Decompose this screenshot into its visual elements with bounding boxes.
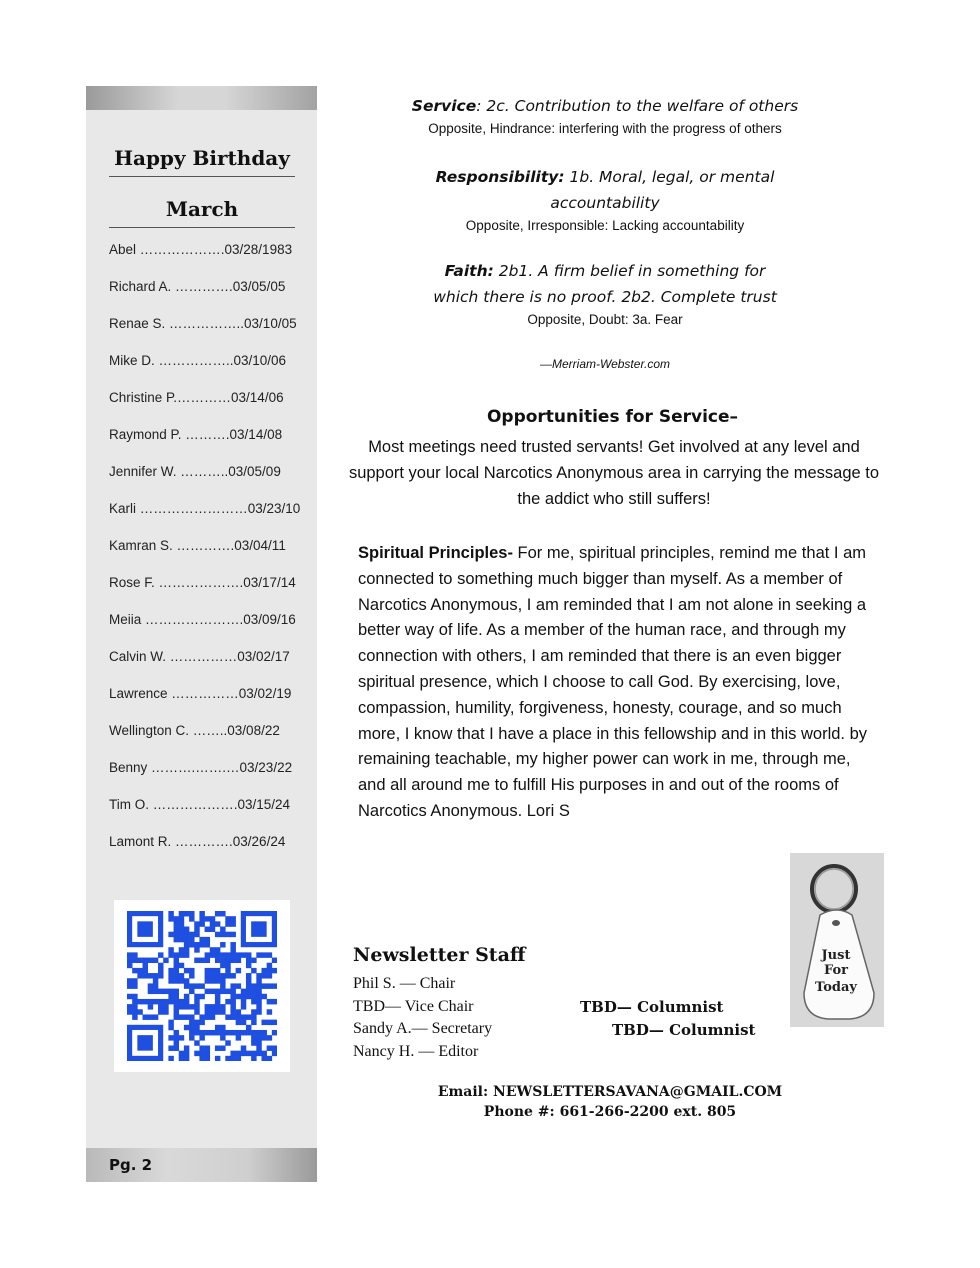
birthday-item: Benny ……….…….…03/23/22: [109, 760, 293, 775]
birthday-item: Tim O. ……………….03/15/24: [109, 797, 291, 812]
keytag-line: Just: [821, 948, 851, 963]
birthday-month: March: [109, 197, 295, 228]
birthday-list: [109, 236, 309, 865]
definition-term: Responsibility:: [435, 168, 565, 186]
page-number: Pg. 2: [109, 1156, 153, 1174]
birthday-sidebar: [86, 86, 317, 1182]
definition-term: Service: [411, 97, 477, 115]
definition-term: Faith:: [444, 262, 494, 280]
spiritual-principles-paragraph: [358, 541, 880, 825]
opportunities-title: Opportunities for Service–: [486, 407, 739, 427]
definition-meaning: 2b1. A firm belief in something for which there is no proof. 2b2. Complete trust: [433, 262, 777, 306]
contact-phone: Phone #: 661-266-2200 ext. 805: [483, 1104, 737, 1120]
staff-columnist: TBD— Columnist: [612, 1021, 756, 1039]
birthday-item: Jennifer W. ………..03/05/09: [109, 464, 281, 479]
birthday-title: Happy Birthday: [109, 146, 295, 177]
sidebar-footer-bar: [86, 1148, 317, 1182]
birthday-item: Wellington C. ……..03/08/22: [109, 723, 280, 738]
keytag-line: Today: [815, 980, 857, 995]
definition-service: [340, 93, 870, 139]
qr-code-icon: [127, 911, 277, 1061]
spiritual-principles-label: Spiritual Principles-: [358, 544, 513, 562]
birthday-item: Kamran S. ………….03/04/11: [109, 538, 286, 553]
staff-member: Nancy H. — Editor: [353, 1042, 479, 1060]
staff-list: [353, 973, 492, 1063]
qr-code[interactable]: [114, 900, 290, 1072]
definition-opposite: Opposite, Doubt: 3a. Fear: [527, 312, 683, 327]
staff-title: Newsletter Staff: [353, 944, 526, 966]
birthday-item: Calvin W. ……………03/02/17: [109, 649, 290, 664]
keytag-line: For: [823, 963, 849, 978]
birthday-item: Abel ……………….03/28/1983: [109, 242, 293, 257]
birthday-item: Karli ……………………03/23/10: [109, 501, 301, 516]
birthday-item: Renae S. ……………..03/10/05: [109, 316, 297, 331]
spiritual-principles-body: For me, spiritual principles, remind me that I am connected to something much bigger than myself. As a member of Narcotics Anonymous, I am reminded that I am not alone in seeking a better way of life. As a member of the human race, and through my connection with others, I am reminded that there is an even bigger spiritual presence, which I choose to call God. By exercising, love, compassion, humility, forgiveness, honesty, courage, and so much more, I know that I have a place in this fellowship and in this world. by remaining teachable, my higher power can work in me, through me, and all around me to fulfill His purposes in and out of the rooms of Narcotics Anonymous. Lori S: [358, 544, 868, 820]
birthday-item: Meiia ………………….03/09/16: [109, 612, 296, 627]
staff-member: Phil S. — Chair: [353, 975, 456, 992]
birthday-item: Rose F. ……………….03/17/14: [109, 575, 296, 590]
definition-meaning: : 2c. Contribution to the welfare of others: [476, 97, 799, 115]
keytag-image: [790, 853, 884, 1027]
definition-opposite: Opposite, Irresponsible: Lacking accountability: [465, 218, 745, 233]
birthday-item: Raymond P. ……….03/14/08: [109, 427, 283, 442]
sidebar-top-bar: [86, 86, 317, 110]
definition-meaning: 1b. Moral, legal, or mental accountability: [550, 168, 775, 212]
definition-responsibility: [420, 164, 790, 236]
birthday-item: Richard A. ………….03/05/05: [109, 279, 286, 294]
staff-member: Sandy A.— Secretary: [353, 1020, 493, 1037]
definition-faith: [420, 258, 790, 330]
staff-member: TBD— Vice Chair: [353, 997, 474, 1015]
staff-columnist: TBD— Columnist: [580, 998, 724, 1016]
keytag-icon: [790, 853, 884, 1027]
opportunities-body: Most meetings need trusted servants! Get involved at any level and support your local Narcotics Anonymous area in carrying the message to the addict who still suffers!: [348, 438, 880, 508]
definition-opposite: Opposite, Hindrance: interfering with the progress of others: [428, 121, 782, 136]
birthday-item: Christine P.…………03/14/06: [109, 390, 284, 405]
definition-source: —Merriam-Webster.com: [539, 357, 670, 371]
birthday-item: Mike D. ……………..03/10/06: [109, 353, 287, 368]
birthday-item: Lawrence ……………03/02/19: [109, 686, 292, 701]
contact-email[interactable]: Email: NEWSLETTERSAVANA@GMAIL.COM: [437, 1084, 783, 1100]
birthday-item: Lamont R. ………….03/26/24: [109, 834, 286, 849]
